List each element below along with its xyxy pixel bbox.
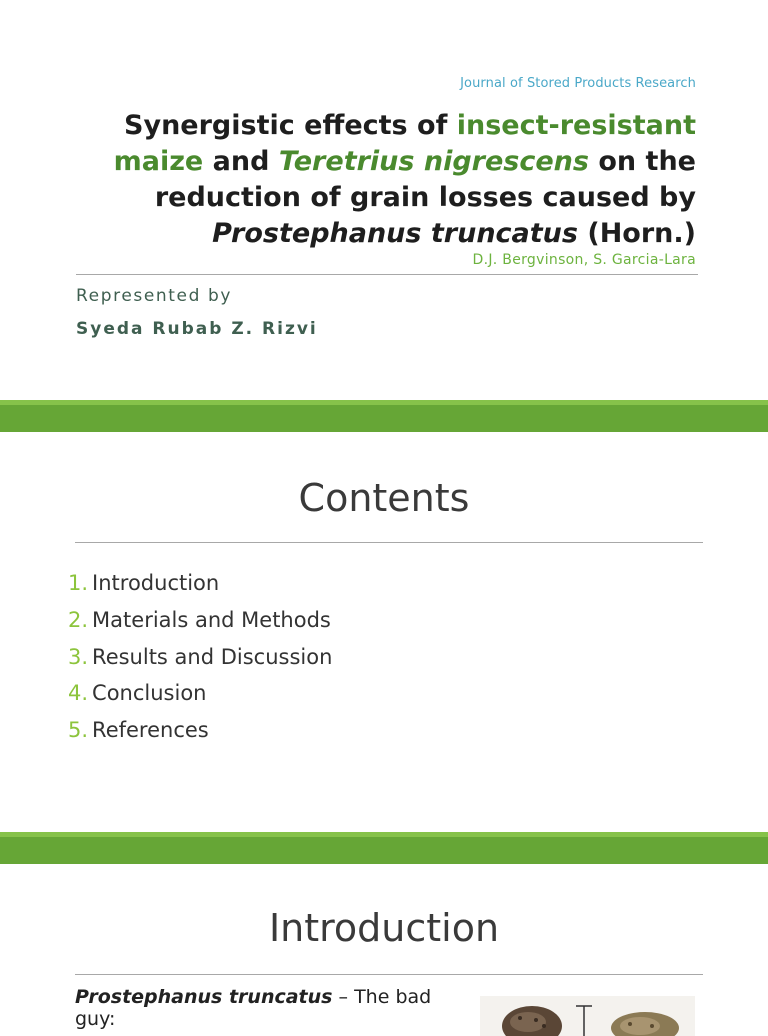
species-name: Prostephanus truncatus: [75, 986, 333, 1008]
title-slide: [0, 0, 768, 400]
list-label: Results and Discussion: [92, 644, 333, 669]
beetle-photo-icon: [480, 996, 695, 1036]
list-number: 3.: [68, 644, 89, 669]
list-item: [68, 639, 332, 676]
intro-text-rest: – The bad guy:: [75, 986, 432, 1030]
list-number: 4.: [68, 681, 89, 706]
list-label: Conclusion: [92, 681, 207, 706]
intro-paragraph: [75, 986, 435, 1030]
title-species-prostephanus: Prostephanus truncatus: [212, 218, 578, 249]
title-text-2: and: [203, 146, 279, 177]
list-item: [68, 675, 332, 712]
authors: D.J. Bergvinson, S. Garcia-Lara: [472, 252, 696, 268]
contents-divider: [75, 542, 703, 543]
journal-name: Journal of Stored Products Research: [460, 76, 696, 91]
list-label: Materials and Methods: [92, 607, 331, 632]
introduction-heading: Introduction: [268, 906, 500, 950]
list-number: 5.: [68, 718, 89, 743]
presenter-name: Syeda Rubab Z. Rizvi: [76, 319, 318, 339]
list-item: [68, 712, 332, 749]
list-item: [68, 565, 332, 602]
title-species-teretrius: Teretrius nigrescens: [278, 146, 589, 177]
title-divider: [76, 274, 698, 275]
title-highlight-maize: insect-resistant maize: [113, 110, 696, 177]
slide-separator-band: [0, 832, 768, 864]
list-number: 2.: [68, 607, 89, 632]
slide-separator-band: [0, 400, 768, 432]
contents-heading: Contents: [298, 476, 470, 520]
paper-title: [36, 108, 696, 252]
introduction-divider: [75, 974, 703, 975]
list-label: References: [92, 718, 209, 743]
represented-by-label: Represented by: [76, 286, 233, 306]
contents-list: [68, 565, 332, 749]
title-text-4: (Horn.): [577, 218, 696, 249]
list-item: [68, 602, 332, 639]
title-text-3: on the reduction of grain losses caused by: [154, 146, 696, 213]
title-text-1: Synergistic effects of: [124, 110, 457, 141]
list-label: Introduction: [92, 571, 220, 595]
list-number: 1.: [68, 571, 89, 595]
